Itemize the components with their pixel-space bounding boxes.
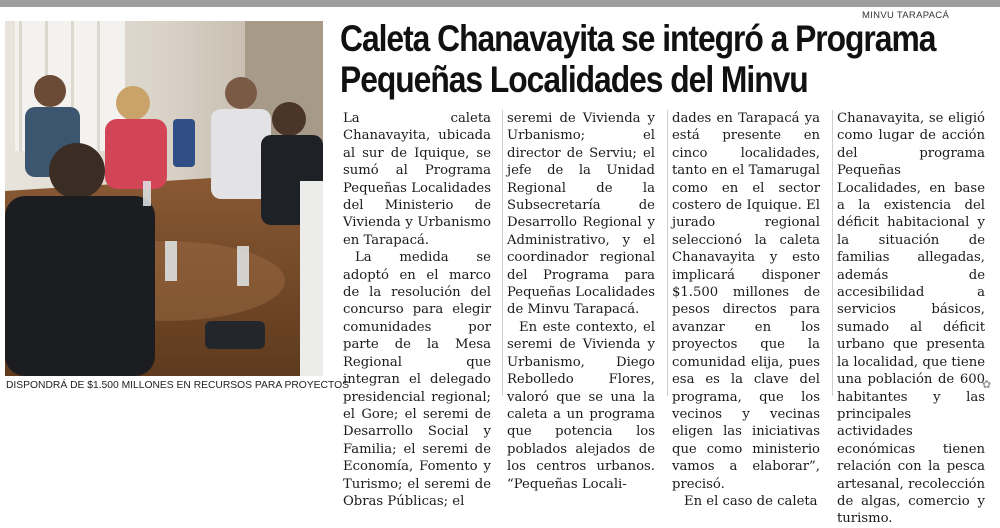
article-column-3 <box>672 110 820 510</box>
photo-caption: DISPONDRÁ DE $1.500 MILLONES EN RECURSOS PARA PROYECTOS <box>6 380 349 391</box>
paragraph: La caleta Chanavayita, ubicada al sur de Iquique, se sumó al Programa Pequeñas Localidades del Ministerio de Vivienda y Urbanismo en Tarapacá. <box>343 111 491 248</box>
article-column-4 <box>837 110 985 528</box>
column-divider <box>667 110 668 396</box>
paragraph: En este contexto, el seremi de Vivienda y Urbanismo, Diego Rebolledo Flores, valoró que se una la caleta a un programa que potencia los poblados alejados de los centros urbanos. “Pequeñas Locali- <box>507 319 655 492</box>
top-rule <box>0 0 1000 7</box>
article-column-1 <box>343 110 491 510</box>
paragraph: En el caso de caleta <box>684 493 818 509</box>
headline-line-2: Pequeñas Localidades del Minvu <box>340 59 808 100</box>
paragraph: dades en Tarapacá ya está presente en cinco localidades, tanto en el Tamarugal como en el sector costero de Iquique. El jurado regional seleccionó la caleta Chanavayita y esto implicará disponer $1.500 millones de pesos directos para avanzar en los proyectos que la comunidad elija, pues esa es la clave del programa, que los vecinos y vecinas eligen las iniciativas que como ministerio vamos a elaborar”, precisó. <box>672 111 820 492</box>
headline-line-1: Caleta Chanavayita se integró a Programa <box>340 18 936 59</box>
end-mark-icon: ✿ <box>982 378 992 391</box>
column-divider <box>502 110 503 396</box>
article-column-2 <box>507 110 655 493</box>
meeting-photo-illustration <box>5 21 323 376</box>
headline <box>340 18 936 100</box>
paragraph: Chanavayita, se eligió como lugar de acción del programa Pequeñas Localidades, en base a la existencia del déficit habitacional y la situación de familias allegadas, además de accesibilidad a servicios básicos, sumado al déficit urbano que presenta la localidad, que tiene una población de 600 habitantes y las principales actividades económicas tienen relación con la pesca artesanal, recolección de algas, comercio y turismo. <box>837 111 985 527</box>
column-divider <box>832 110 833 396</box>
paragraph: La medida se adoptó en el marco de la resolución del concurso para elegir comunidades por parte de la Mesa Regional que integran el delegado presidencial regional; el Gore; el seremi de Desarrollo Social y Familia; el seremi de Economía, Fomento y Turismo; el seremi de Obras Públicas; el <box>343 250 491 509</box>
paragraph: seremi de Vivienda y Urbanismo; el director de Serviu; el jefe de la Unidad Regional de la Subsecretaría de Desarrollo Regional y Administrativo, y el coordinador regional del Programa para Pequeñas Localidades de Minvu Tarapacá. <box>507 111 655 318</box>
section-label: MINVU TARAPACÁ <box>862 10 950 21</box>
article-photo <box>5 21 323 376</box>
